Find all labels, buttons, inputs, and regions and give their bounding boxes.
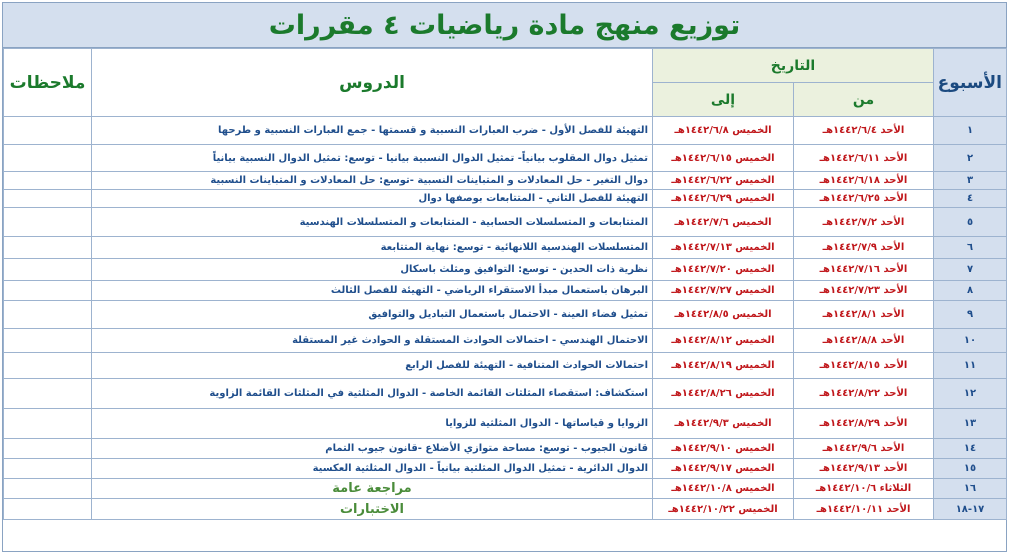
to-date-cell: الخميس ١٤٤٢/٨/١٢هـ [653,329,794,353]
from-date-cell: الأحد ١٤٤٢/٨/٢٢هـ [794,379,934,409]
notes-cell [4,479,92,499]
header-row-1 [4,49,1007,83]
notes-cell [4,301,92,329]
to-date-cell: الخميس ١٤٤٢/٩/٣هـ [653,409,794,439]
to-date-cell: الخميس ١٤٤٢/٧/٢٧هـ [653,281,794,301]
notes-cell [4,379,92,409]
from-date-cell: الأحد ١٤٤٢/٧/٢٣هـ [794,281,934,301]
from-date-cell: الأحد ١٤٤٢/٧/٢هـ [794,208,934,237]
from-date-cell: الأحد ١٤٤٢/٩/١٣هـ [794,459,934,479]
table-row [4,301,1007,329]
to-date-cell: الخميس ١٤٤٢/١٠/٨هـ [653,479,794,499]
week-cell: ٢ [934,145,1007,172]
from-date-cell: الأحد ١٤٤٢/٨/١هـ [794,301,934,329]
notes-cell [4,499,92,520]
week-cell: ٣ [934,172,1007,190]
from-date-cell: الأحد ١٤٤٢/٦/٢٥هـ [794,190,934,208]
to-date-cell: الخميس ١٤٤٢/٦/١٥هـ [653,145,794,172]
week-cell: ١٢ [934,379,1007,409]
notes-cell [4,237,92,259]
week-cell: ١٥ [934,459,1007,479]
page-title: توزيع منهج مادة رياضيات ٤ مقررات [268,9,741,41]
table-row [4,439,1007,459]
to-header: إلى [653,83,794,117]
notes-cell [4,353,92,379]
week-cell: ١٦ [934,479,1007,499]
week-cell: ٦ [934,237,1007,259]
to-date-cell: الخميس ١٤٤٢/٩/١٧هـ [653,459,794,479]
notes-cell [4,145,92,172]
table-row [4,259,1007,281]
lessons-cell: التهيئة للفصل الأول - ضرب العبارات النسبية و قسمتها - جمع العبارات النسبية و طرحها [92,117,653,145]
week-cell: ١٧-١٨ [934,499,1007,520]
table-row [4,172,1007,190]
table-row [4,190,1007,208]
lessons-cell: التهيئة للفصل الثاني - المتتابعات بوصفها دوال [92,190,653,208]
lessons-cell: دوال التغير - حل المعادلات و المتباينات النسبية -توسع: حل المعادلات و المتباينات النسبية [92,172,653,190]
from-date-cell: الثلاثاء ١٤٤٢/١٠/٦هـ [794,479,934,499]
to-date-cell: الخميس ١٤٤٢/٧/٦هـ [653,208,794,237]
lessons-cell: نظرية ذات الحدين - توسع: التوافيق ومثلث باسكال [92,259,653,281]
table-row [4,208,1007,237]
table-row [4,409,1007,439]
to-date-cell: الخميس ١٤٤٢/٦/٢٩هـ [653,190,794,208]
week-cell: ١٠ [934,329,1007,353]
week-cell: ١٣ [934,409,1007,439]
lessons-cell: احتمالات الحوادث المتنافية - التهيئة للفصل الرابع [92,353,653,379]
table-row [4,329,1007,353]
notes-cell [4,208,92,237]
to-date-cell: الخميس ١٤٤٢/١٠/٢٢هـ [653,499,794,520]
to-date-cell: الخميس ١٤٤٢/٧/٢٠هـ [653,259,794,281]
to-date-cell: الخميس ١٤٤٢/٦/٨هـ [653,117,794,145]
table-row [4,117,1007,145]
lessons-header: الدروس [92,49,653,117]
lessons-cell: تمثيل فضاء العينة - الاحتمال باستعمال التباديل والتوافيق [92,301,653,329]
lessons-cell: مراجعة عامة [92,479,653,499]
to-date-cell: الخميس ١٤٤٢/٧/١٣هـ [653,237,794,259]
table-row [4,479,1007,499]
notes-cell [4,117,92,145]
to-date-cell: الخميس ١٤٤٢/٨/٢٦هـ [653,379,794,409]
notes-header: ملاحظات [4,49,92,117]
week-cell: ٩ [934,301,1007,329]
lessons-cell: الاحتمال الهندسي - احتمالات الحوادث المستقلة و الحوادث غير المستقلة [92,329,653,353]
notes-cell [4,172,92,190]
lessons-cell: البرهان باستعمال مبدأ الاستقراء الرياضي - التهيئة للفصل الثالث [92,281,653,301]
from-date-cell: الأحد ١٤٤٢/٨/١٥هـ [794,353,934,379]
from-date-cell: الأحد ١٤٤٢/٧/٩هـ [794,237,934,259]
from-date-cell: الأحد ١٤٤٢/٨/٨هـ [794,329,934,353]
title-bar [3,3,1006,48]
week-cell: ١١ [934,353,1007,379]
from-date-cell: الأحد ١٤٤٢/٧/١٦هـ [794,259,934,281]
table-row [4,459,1007,479]
schedule-sheet [2,2,1007,552]
table-row [4,379,1007,409]
lessons-cell: تمثيل دوال المقلوب بيانياً- تمثيل الدوال النسبية بيانيا - توسع: تمثيل الدوال النسبية بيانياً [92,145,653,172]
week-cell: ١ [934,117,1007,145]
table-row [4,237,1007,259]
to-date-cell: الخميس ١٤٤٢/٦/٢٢هـ [653,172,794,190]
table-row [4,281,1007,301]
notes-cell [4,409,92,439]
from-header: من [794,83,934,117]
to-date-cell: الخميس ١٤٤٢/٨/١٩هـ [653,353,794,379]
to-date-cell: الخميس ١٤٤٢/٨/٥هـ [653,301,794,329]
notes-cell [4,459,92,479]
notes-cell [4,281,92,301]
from-date-cell: الأحد ١٤٤٢/٦/١٨هـ [794,172,934,190]
from-date-cell: الأحد ١٤٤٢/٦/٤هـ [794,117,934,145]
from-date-cell: الأحد ١٤٤٢/٦/١١هـ [794,145,934,172]
notes-cell [4,329,92,353]
from-date-cell: الأحد ١٤٤٢/٨/٢٩هـ [794,409,934,439]
lessons-cell: استكشاف: استقصاء المثلثات القائمة الخاصة - الدوال المثلثية في المثلثات القائمة الزاوية [92,379,653,409]
week-cell: ١٤ [934,439,1007,459]
lessons-cell: الزوايا و قياساتها - الدوال المثلثية للزوايا [92,409,653,439]
week-cell: ٨ [934,281,1007,301]
date-header: التاريخ [653,49,934,83]
from-date-cell: الأحد ١٤٤٢/٩/٦هـ [794,439,934,459]
lessons-cell: الاختبارات [92,499,653,520]
lessons-cell: المتتابعات و المتسلسلات الحسابية - المتتابعات و المتسلسلات الهندسية [92,208,653,237]
week-cell: ٥ [934,208,1007,237]
lessons-cell: قانون الجيوب - توسع: مساحة متوازي الأضلاع -قانون جيوب التمام [92,439,653,459]
notes-cell [4,259,92,281]
notes-cell [4,439,92,459]
to-date-cell: الخميس ١٤٤٢/٩/١٠هـ [653,439,794,459]
from-date-cell: الأحد ١٤٤٢/١٠/١١هـ [794,499,934,520]
table-row [4,499,1007,520]
table-row [4,145,1007,172]
notes-cell [4,190,92,208]
week-cell: ٧ [934,259,1007,281]
lessons-cell: المتسلسلات الهندسية اللانهائية - توسع: نهاية المتتابعة [92,237,653,259]
table-row [4,353,1007,379]
schedule-table [3,48,1007,520]
week-cell: ٤ [934,190,1007,208]
week-header: الأسبوع [934,49,1007,117]
lessons-cell: الدوال الدائرية - تمثيل الدوال المثلثية بيانياً - الدوال المثلثية العكسية [92,459,653,479]
